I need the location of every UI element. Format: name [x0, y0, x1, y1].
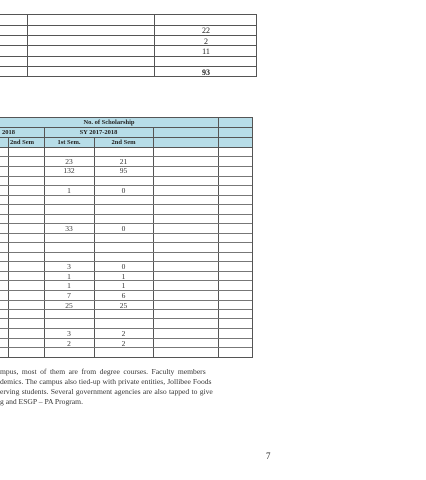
current-year-header: SY 2017-2018: [79, 129, 118, 136]
summary-value: 11: [202, 47, 210, 56]
table-cell: 7: [67, 291, 71, 300]
page-number: 7: [266, 451, 271, 461]
table-row-divider: [0, 214, 252, 215]
table-cell: 2: [67, 339, 71, 348]
table-cell: 132: [63, 166, 75, 175]
scholarship-table: [0, 117, 253, 358]
table-divider: [0, 35, 257, 36]
table-divider: [0, 56, 257, 57]
table-row-divider: [0, 271, 252, 272]
column-header: 2nd Sem: [9, 139, 35, 146]
table-cell: 23: [65, 157, 73, 166]
table-cell: 2: [121, 329, 126, 338]
paragraph-line: erving students. Several government agencies are also tapped to give: [0, 387, 213, 396]
table-cell: 1: [67, 186, 71, 195]
table-divider: [0, 66, 257, 67]
table-cell: 1: [67, 272, 71, 281]
table-cell: 25: [119, 301, 128, 310]
table-row-divider: [0, 242, 252, 243]
table-row-divider: [0, 338, 252, 339]
table-row-divider: [0, 290, 252, 291]
column-header: 1st Sem.: [57, 139, 81, 146]
table-row-divider: [0, 185, 252, 186]
table-row-divider: [0, 204, 252, 205]
table-cell: 2: [121, 339, 126, 348]
table-divider: [0, 127, 252, 128]
body-paragraph: [0, 367, 253, 407]
paragraph-line: demics. The campus also tied-up with private entities, Jollibee Foods: [0, 377, 212, 386]
column-divider: [8, 137, 9, 357]
column-header: 2nd Sem: [111, 139, 136, 146]
summary-total: 93: [202, 68, 210, 77]
table-cell: 21: [119, 157, 128, 166]
table-cell: 95: [119, 166, 128, 175]
table-cell: 1: [121, 272, 126, 281]
table-cell: 3: [67, 262, 71, 271]
table-cell: 1: [121, 281, 126, 290]
table-cell: 1: [67, 281, 71, 290]
table-row-divider: [0, 318, 252, 319]
prev-year-header: 2018: [2, 129, 15, 136]
table-cell: 0: [121, 186, 126, 195]
paragraph-line: mpus, most of them are from degree courses. Faculty members: [0, 367, 206, 376]
table-cell: 0: [121, 262, 126, 271]
table-cell: 6: [121, 291, 126, 300]
table-row-divider: [0, 252, 252, 253]
table-cell: 33: [65, 224, 73, 233]
summary-value: 22: [202, 26, 210, 35]
table-divider: [0, 147, 252, 148]
table-cell: 3: [67, 329, 71, 338]
paragraph-line: g and ESGP – PA Program.: [0, 397, 83, 406]
table-row-divider: [0, 328, 252, 329]
column-divider: [218, 118, 219, 357]
table-divider: [0, 137, 252, 138]
table-cell: 25: [65, 301, 73, 310]
table-row-divider: [0, 233, 252, 234]
table-row-divider: [0, 176, 252, 177]
table-row-divider: [0, 261, 252, 262]
summary-value: 2: [204, 37, 208, 46]
table-row-divider: [0, 195, 252, 196]
table-row-divider: [0, 223, 252, 224]
scholarship-title: No. of Scholarship: [83, 119, 135, 126]
table-cell: 0: [121, 224, 126, 233]
